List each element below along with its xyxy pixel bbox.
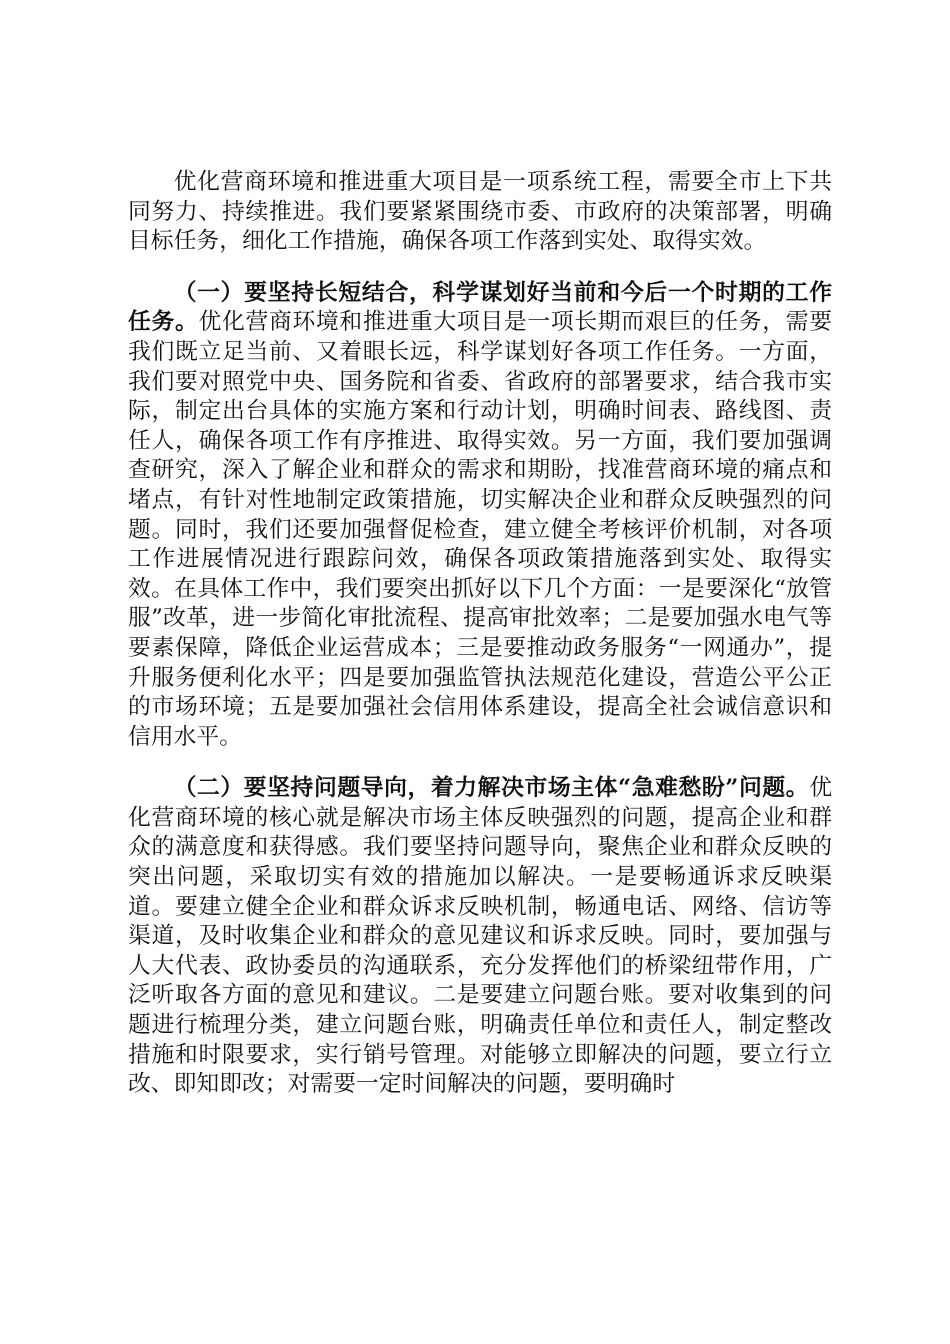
intro-paragraph: [128, 168, 832, 257]
section-one-heading: （一）要坚持长短结合，科学谋划好当前和今后一个时期的工作任务。: [128, 279, 832, 336]
intro-body: 优化营商环境和推进重大项目是一项系统工程，需要全市上下共同努力、持续推进。我们要紧紧围绕市委、市政府的决策部署，明确目标任务，细化工作措施，确保各项工作落到实处、取得实效。: [128, 169, 832, 255]
section-one-body: 优化营商环境和推进重大项目是一项长期而艰巨的任务，需要我们既立足当前、又着眼长远，科学谋划好各项工作任务。一方面，我们要对照党中央、国务院和省委、省政府的部署要求，结合我市实际，制定出台具体的实施方案和行动计划，明确时间表、路线图、责任人，确保各项工作有序推进、取得实效。另一方面，我们要加强调查研究，深入了解企业和群众的需求和期盼，找准营商环境的痛点和堵点，有针对性地制定政策措施，切实解决企业和群众反映强烈的问题。同时，我们还要加强督促检查，建立健全考核评价机制，对各项工作进展情况进行跟踪问效，确保各项政策措施落到实处、取得实效。在具体工作中，我们要突出抓好以下几个方面：一是要深化“放管服”改革，进一步简化审批流程、提高审批效率；二是要加强水电气等要素保障，降低企业运营成本；三是要推动政务服务“一网通办”，提升服务便利化水平；四是要加强监管执法规范化建设，营造公平公正的市场环境；五是要加强社会信用体系建设，提高全社会诚信意识和信用水平。: [128, 309, 833, 750]
section-two-body: 优化营商环境的核心就是解决市场主体反映强烈的问题，提高企业和群众的满意度和获得感。我们要坚持问题导向，聚焦企业和群众反映的突出问题，采取切实有效的措施加以解决。一是要畅通诉求反映渠道。要建立健全企业和群众诉求反映机制，畅通电话、网络、信访等渠道，及时收集企业和群众的意见建议和诉求反映。同时，要加强与人大代表、政协委员的沟通联系，充分发挥他们的桥梁纽带作用，广泛听取各方面的意见和建议。二是要建立问题台账。要对收集到的问题进行梳理分类，建立问题台账，明确责任单位和责任人，制定整改措施和时限要求，实行销号管理。对能够立即解决的问题，要立行立改、即知即改；对需要一定时间解决的问题，要明确时: [128, 775, 832, 1098]
section-two-paragraph: [128, 774, 832, 1100]
section-two-heading: （二）要坚持问题导向，着力解决市场主体“急难愁盼”问题。: [173, 775, 810, 802]
section-one-paragraph: [128, 279, 832, 753]
document-page: [128, 168, 832, 1100]
